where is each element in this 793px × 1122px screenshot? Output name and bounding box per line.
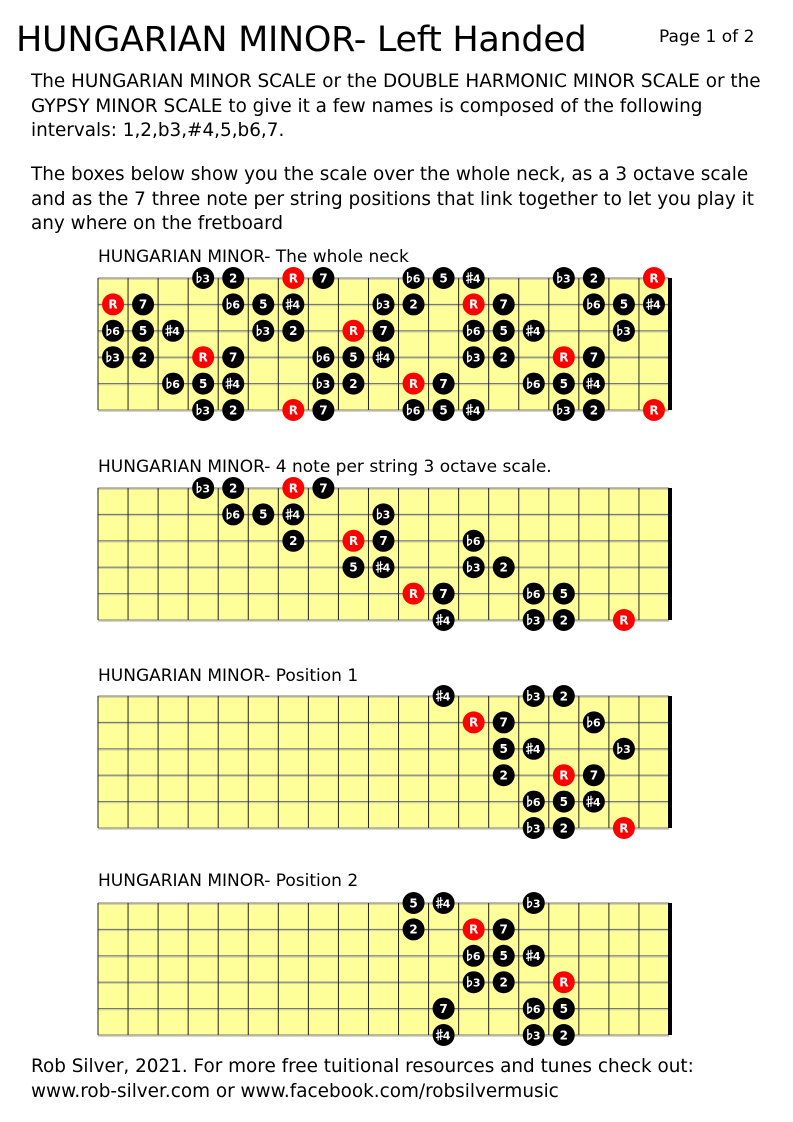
note-label: 4	[653, 298, 661, 312]
fretboard	[98, 892, 672, 1046]
diagram-title-position-2: HUNGARIAN MINOR- Position 2	[98, 871, 359, 891]
note-label: 2	[409, 297, 418, 312]
note-label: 5	[559, 376, 568, 391]
note-label: 6	[232, 508, 241, 522]
note-label: 6	[593, 716, 601, 730]
fretboard-background	[98, 903, 669, 1035]
scale-note	[553, 399, 575, 421]
note-label: 5	[439, 403, 448, 418]
note-label: R	[348, 324, 359, 339]
note-label: 3	[532, 897, 541, 911]
scale-note	[463, 945, 485, 967]
scale-note	[222, 503, 244, 525]
note-label: 3	[532, 614, 541, 628]
scale-note	[493, 918, 515, 940]
note-label: R	[469, 297, 479, 312]
note-label: 3	[623, 325, 631, 339]
note-label: R	[348, 534, 359, 549]
scale-note	[252, 320, 274, 342]
scale-note	[162, 320, 184, 342]
note-label: 2	[589, 271, 599, 286]
scale-note	[373, 293, 395, 315]
scale-note	[433, 998, 455, 1020]
note-label: 3	[112, 351, 120, 365]
scale-note	[102, 320, 124, 342]
note-label: 5	[199, 376, 208, 391]
scale-note	[493, 945, 515, 967]
scale-note	[553, 817, 575, 839]
scale-note	[463, 971, 485, 993]
note-label: R	[559, 975, 569, 990]
note-label: R	[469, 715, 479, 730]
note-label: 5	[349, 350, 358, 365]
scale-note	[403, 293, 425, 315]
note-label: 4	[472, 404, 481, 418]
note-label: R	[559, 768, 569, 783]
note-label: 5	[259, 297, 268, 312]
scale-note	[162, 373, 184, 395]
nut	[668, 278, 672, 410]
nut	[668, 903, 672, 1035]
note-label: 3	[202, 272, 211, 286]
note-label: 3	[202, 482, 211, 496]
scale-note	[312, 267, 334, 289]
scale-note	[433, 1024, 455, 1046]
scale-note	[312, 346, 334, 368]
note-label: 3	[202, 404, 211, 418]
note-label: R	[649, 271, 659, 286]
root-note	[463, 918, 485, 940]
scale-note	[222, 267, 244, 289]
note-label: 2	[499, 350, 508, 365]
note-label: 2	[499, 560, 508, 575]
note-label: R	[619, 613, 629, 628]
note-label: 5	[559, 586, 568, 601]
scale-note	[613, 738, 635, 760]
note-label: 3	[472, 976, 481, 990]
root-note	[553, 346, 575, 368]
note-label: 6	[322, 351, 331, 365]
note-label: 5	[499, 742, 508, 757]
note-label: 2	[138, 350, 148, 365]
fretboard	[98, 685, 672, 839]
note-label: 7	[379, 324, 388, 339]
note-label: 4	[442, 690, 451, 704]
note-label: 3	[472, 561, 481, 575]
root-note	[102, 293, 124, 315]
scale-note	[433, 609, 455, 631]
note-label: R	[649, 403, 659, 418]
scale-note	[403, 892, 425, 914]
scale-note	[493, 738, 515, 760]
scale-note	[222, 346, 244, 368]
note-label: 6	[532, 587, 541, 601]
scale-note	[523, 817, 545, 839]
scale-note	[282, 293, 304, 315]
note-label: 6	[172, 377, 180, 391]
note-label: R	[559, 350, 569, 365]
scale-note	[463, 346, 485, 368]
nut	[668, 696, 672, 828]
scale-note	[373, 320, 395, 342]
scale-note	[523, 998, 545, 1020]
root-note	[613, 817, 635, 839]
intro-paragraph-1: The HUNGARIAN MINOR SCALE or the DOUBLE HARMONIC MINOR SCALE or the GYPSY MINOR SCALE to give it a few names is composed of the following intervals: 1,2,b3,#4,5,b6,7.	[31, 71, 761, 141]
root-note	[192, 346, 214, 368]
root-note	[553, 764, 575, 786]
root-note	[342, 320, 364, 342]
scale-note	[463, 267, 485, 289]
scale-note	[433, 267, 455, 289]
note-label: 3	[322, 377, 331, 391]
note-label: 7	[439, 376, 448, 391]
scale-note	[433, 892, 455, 914]
note-label: 6	[412, 272, 421, 286]
note-label: 6	[412, 404, 421, 418]
note-label: 7	[499, 922, 508, 937]
note-label: 5	[409, 896, 418, 911]
scale-note	[222, 477, 244, 499]
intro-paragraph-2: The boxes below show you the scale over the whole neck, as a 3 octave scale and as the 7 three note per string positions that link together to let you play it any where on the fretboard	[31, 164, 754, 234]
note-label: R	[408, 376, 419, 391]
scale-note	[553, 685, 575, 707]
root-note	[643, 399, 665, 421]
root-note	[463, 293, 485, 315]
scale-note	[373, 556, 395, 578]
root-note	[403, 583, 425, 605]
note-label: 2	[499, 975, 508, 990]
scale-note	[463, 556, 485, 578]
scale-note	[282, 530, 304, 552]
note-label: 3	[623, 743, 631, 757]
scale-note	[553, 609, 575, 631]
note-label: 7	[499, 297, 508, 312]
note-label: 7	[229, 350, 238, 365]
note-label: R	[108, 297, 118, 312]
scale-note	[523, 945, 545, 967]
note-label: 6	[472, 950, 481, 964]
scale-note	[493, 971, 515, 993]
scale-note	[523, 1024, 545, 1046]
note-label: 5	[559, 1001, 568, 1016]
fretboard	[98, 267, 672, 421]
note-label: 2	[559, 689, 568, 704]
note-label: 2	[589, 403, 599, 418]
note-label: 4	[232, 377, 241, 391]
scale-note	[102, 346, 124, 368]
scale-note	[643, 293, 665, 315]
note-label: 5	[499, 949, 508, 964]
diagram-title-whole-neck: HUNGARIAN MINOR- The whole neck	[98, 247, 409, 267]
scale-note	[583, 346, 605, 368]
note-label: 3	[382, 508, 391, 522]
note-label: 4	[532, 325, 541, 339]
note-label: R	[288, 403, 298, 418]
note-label: 2	[229, 481, 238, 496]
note-label: 3	[532, 690, 541, 704]
note-label: 4	[442, 897, 451, 911]
scale-note	[373, 346, 395, 368]
note-label: 3	[472, 351, 481, 365]
note-label: 4	[292, 508, 301, 522]
scale-note	[493, 764, 515, 786]
note-label: 7	[379, 534, 388, 549]
note-label: 4	[532, 743, 541, 757]
note-label: 3	[532, 1029, 541, 1043]
scale-note	[463, 399, 485, 421]
nut	[668, 488, 672, 620]
scale-note	[553, 998, 575, 1020]
scale-note	[613, 320, 635, 342]
scale-note	[373, 503, 395, 525]
scale-note	[613, 293, 635, 315]
diagram-title-three-octave: HUNGARIAN MINOR- 4 note per string 3 octave scale.	[98, 457, 552, 477]
scale-note	[252, 293, 274, 315]
note-label: 2	[289, 534, 298, 549]
scale-note	[523, 609, 545, 631]
scale-note	[192, 373, 214, 395]
note-label: 7	[439, 586, 448, 601]
note-label: 6	[532, 795, 541, 809]
scale-note	[312, 373, 334, 395]
note-label: 6	[472, 535, 481, 549]
note-label: 5	[349, 560, 358, 575]
scale-note	[373, 530, 395, 552]
scale-note	[523, 583, 545, 605]
scale-note	[403, 399, 425, 421]
note-label: 5	[138, 324, 148, 339]
scale-note	[433, 373, 455, 395]
note-label: 5	[619, 297, 629, 312]
scale-note	[553, 373, 575, 395]
note-label: 6	[112, 325, 120, 339]
scale-note	[342, 373, 364, 395]
scale-note	[433, 399, 455, 421]
note-label: 4	[382, 351, 391, 365]
scale-note	[553, 1024, 575, 1046]
footer	[31, 1055, 694, 1104]
scale-note	[493, 711, 515, 733]
note-label: 7	[589, 768, 599, 783]
scale-note	[433, 583, 455, 605]
note-label: 4	[593, 795, 601, 809]
scale-note	[252, 503, 274, 525]
note-label: 6	[532, 1002, 541, 1016]
scale-note	[312, 399, 334, 421]
note-label: 4	[532, 950, 541, 964]
note-label: 7	[589, 350, 599, 365]
scale-note	[553, 267, 575, 289]
scale-note	[583, 373, 605, 395]
note-label: 3	[532, 822, 541, 836]
scale-note	[493, 346, 515, 368]
diagram-title-position-1: HUNGARIAN MINOR- Position 1	[98, 666, 359, 686]
root-note	[282, 267, 304, 289]
scale-note	[192, 267, 214, 289]
note-label: R	[469, 922, 479, 937]
scale-note	[493, 293, 515, 315]
root-note	[463, 711, 485, 733]
scale-note	[463, 530, 485, 552]
scale-note	[583, 267, 605, 289]
scale-note	[312, 477, 334, 499]
note-label: 3	[262, 325, 271, 339]
note-label: 4	[442, 1029, 451, 1043]
page-number: Page 1 of 2	[659, 27, 755, 47]
scale-note	[493, 320, 515, 342]
note-label: 5	[259, 507, 268, 522]
note-label: 2	[229, 403, 238, 418]
note-label: 5	[559, 794, 568, 809]
scale-note	[222, 293, 244, 315]
root-note	[553, 971, 575, 993]
scale-note	[132, 346, 154, 368]
note-label: R	[288, 481, 298, 496]
note-label: 2	[289, 324, 298, 339]
note-label: 5	[439, 271, 448, 286]
note-label: 7	[319, 403, 328, 418]
note-label: 2	[349, 376, 358, 391]
scale-note	[342, 556, 364, 578]
scale-note	[583, 791, 605, 813]
scale-note	[403, 918, 425, 940]
scale-note	[523, 320, 545, 342]
note-label: 4	[382, 561, 391, 575]
fretboard-background	[98, 696, 669, 828]
note-label: 6	[593, 298, 601, 312]
note-label: 6	[472, 325, 481, 339]
note-label: 7	[319, 271, 328, 286]
scale-note	[222, 373, 244, 395]
scale-note	[403, 267, 425, 289]
note-label: 4	[292, 298, 301, 312]
page-title: HUNGARIAN MINOR- Left Handed	[16, 20, 587, 60]
note-label: 2	[559, 821, 568, 836]
scale-note	[583, 764, 605, 786]
footer-credit: Rob Silver, 2021. For more free tuitional resources and tunes check out:	[31, 1056, 694, 1077]
note-label: 2	[499, 768, 508, 783]
note-label: 6	[232, 298, 241, 312]
scale-note	[523, 791, 545, 813]
fretboard	[98, 477, 672, 631]
note-label: 7	[439, 1001, 448, 1016]
scale-note	[222, 399, 244, 421]
scale-note	[132, 320, 154, 342]
scale-note	[282, 503, 304, 525]
scale-note	[463, 320, 485, 342]
footer-links[interactable]: www.rob-silver.com or www.facebook.com/robsilvermusic	[31, 1080, 559, 1102]
note-label: 7	[138, 297, 148, 312]
root-note	[643, 267, 665, 289]
root-note	[282, 399, 304, 421]
note-label: 4	[472, 272, 481, 286]
scale-note	[433, 685, 455, 707]
root-note	[613, 609, 635, 631]
scale-note	[523, 685, 545, 707]
note-label: 7	[499, 715, 508, 730]
root-note	[342, 530, 364, 552]
root-note	[282, 477, 304, 499]
scale-note	[493, 556, 515, 578]
note-label: 2	[409, 922, 418, 937]
note-label: 2	[559, 1028, 568, 1043]
scale-note	[192, 477, 214, 499]
note-label: 3	[562, 404, 571, 418]
note-label: 4	[442, 614, 451, 628]
scale-note	[523, 892, 545, 914]
scale-note	[282, 320, 304, 342]
scale-note	[553, 791, 575, 813]
scale-note	[192, 399, 214, 421]
scale-note	[132, 293, 154, 315]
note-label: 4	[172, 325, 180, 339]
note-label: R	[198, 350, 208, 365]
scale-note	[523, 738, 545, 760]
scale-note	[342, 346, 364, 368]
note-label: 4	[593, 377, 601, 391]
scale-note	[523, 373, 545, 395]
note-label: R	[288, 271, 298, 286]
note-label: 7	[319, 481, 328, 496]
note-label: R	[408, 586, 419, 601]
note-label: 5	[499, 324, 508, 339]
note-label: 6	[532, 377, 541, 391]
scale-note	[583, 399, 605, 421]
root-note	[403, 373, 425, 395]
note-label: 3	[382, 298, 391, 312]
scale-note	[583, 711, 605, 733]
note-label: 2	[559, 613, 568, 628]
scale-note	[583, 293, 605, 315]
scale-note	[553, 583, 575, 605]
note-label: 2	[229, 271, 238, 286]
note-label: R	[619, 821, 629, 836]
note-label: 3	[562, 272, 571, 286]
